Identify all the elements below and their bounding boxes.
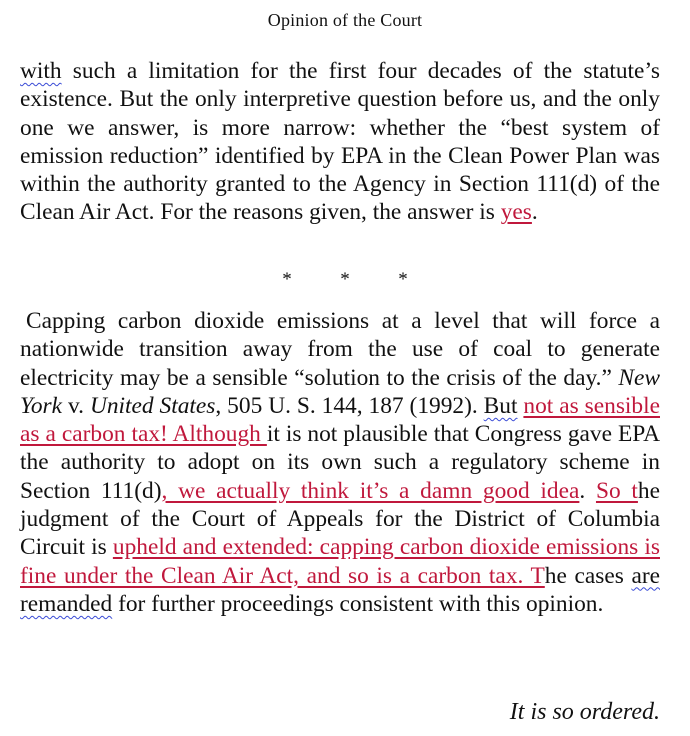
spellcheck-word-with[interactable]: with <box>20 58 62 84</box>
paragraph-1-end: . <box>531 199 538 226</box>
inserted-text-good-idea[interactable]: , we actually think it’s a damn good idea <box>161 477 580 504</box>
separator-star: * <box>340 269 350 290</box>
inserted-text-so[interactable]: So t <box>595 477 638 504</box>
page-header: Opinion of the Court <box>267 10 423 30</box>
section-separator <box>0 269 690 291</box>
paragraph-1-text: such a limitation for the first four decades of the statute’s existence. But the only interpretive question before us, and the only one we answer, is more narrow: whether the “best system of emission reduction” identified by EPA in the Clean Power Plan was within the authority granted to the Agency in Section 111(d) of the Clean Air Act. For the reasons given, the answer is <box>20 58 660 226</box>
paragraph-2-text-e: he judgment of the Court of Appeals for the District of Columbia Circuit is <box>20 477 660 561</box>
paragraph-2 <box>20 307 660 618</box>
paragraph-2-text-f: he cases <box>544 562 632 589</box>
spellcheck-are-remanded[interactable]: are remanded <box>20 562 660 617</box>
paragraph-2-text-c: it is not plausible that Congress gave EPA the authority to adopt on its own such a regulatory scheme in Section 111(d) <box>20 421 660 504</box>
inserted-text-carbon-tax[interactable]: not as sensible as a carbon tax! Although <box>20 392 660 448</box>
inserted-text-yes[interactable]: yes <box>500 199 532 226</box>
closing-statement: It is so ordered. <box>509 699 660 725</box>
paragraph-1 <box>20 57 660 227</box>
citation-text: , 505 U. S. 144, 187 (1992). <box>215 392 484 419</box>
separator-star: * <box>282 269 292 290</box>
inserted-text-upheld[interactable]: upheld and extended: capping carbon dioxide emissions is fine under the Clean Air Act, and so is a carbon tax. T <box>20 534 660 589</box>
paragraph-2-text-a: Capping carbon dioxide emissions at a level that will force a nationwide transition away from the use of coal to generate electricity may be a sensible “solution to the crisis of the day.” <box>20 308 660 391</box>
spellcheck-word-but[interactable]: But <box>483 392 518 419</box>
paragraph-2-text-g: for further proceedings consistent with this opinion. <box>112 590 604 617</box>
case-name-united-states: United States <box>89 392 216 419</box>
versus: v. <box>62 392 90 419</box>
paragraph-2-text-d: . <box>579 477 596 504</box>
separator-star: * <box>398 269 408 290</box>
case-name-new-york: New York <box>20 364 660 419</box>
